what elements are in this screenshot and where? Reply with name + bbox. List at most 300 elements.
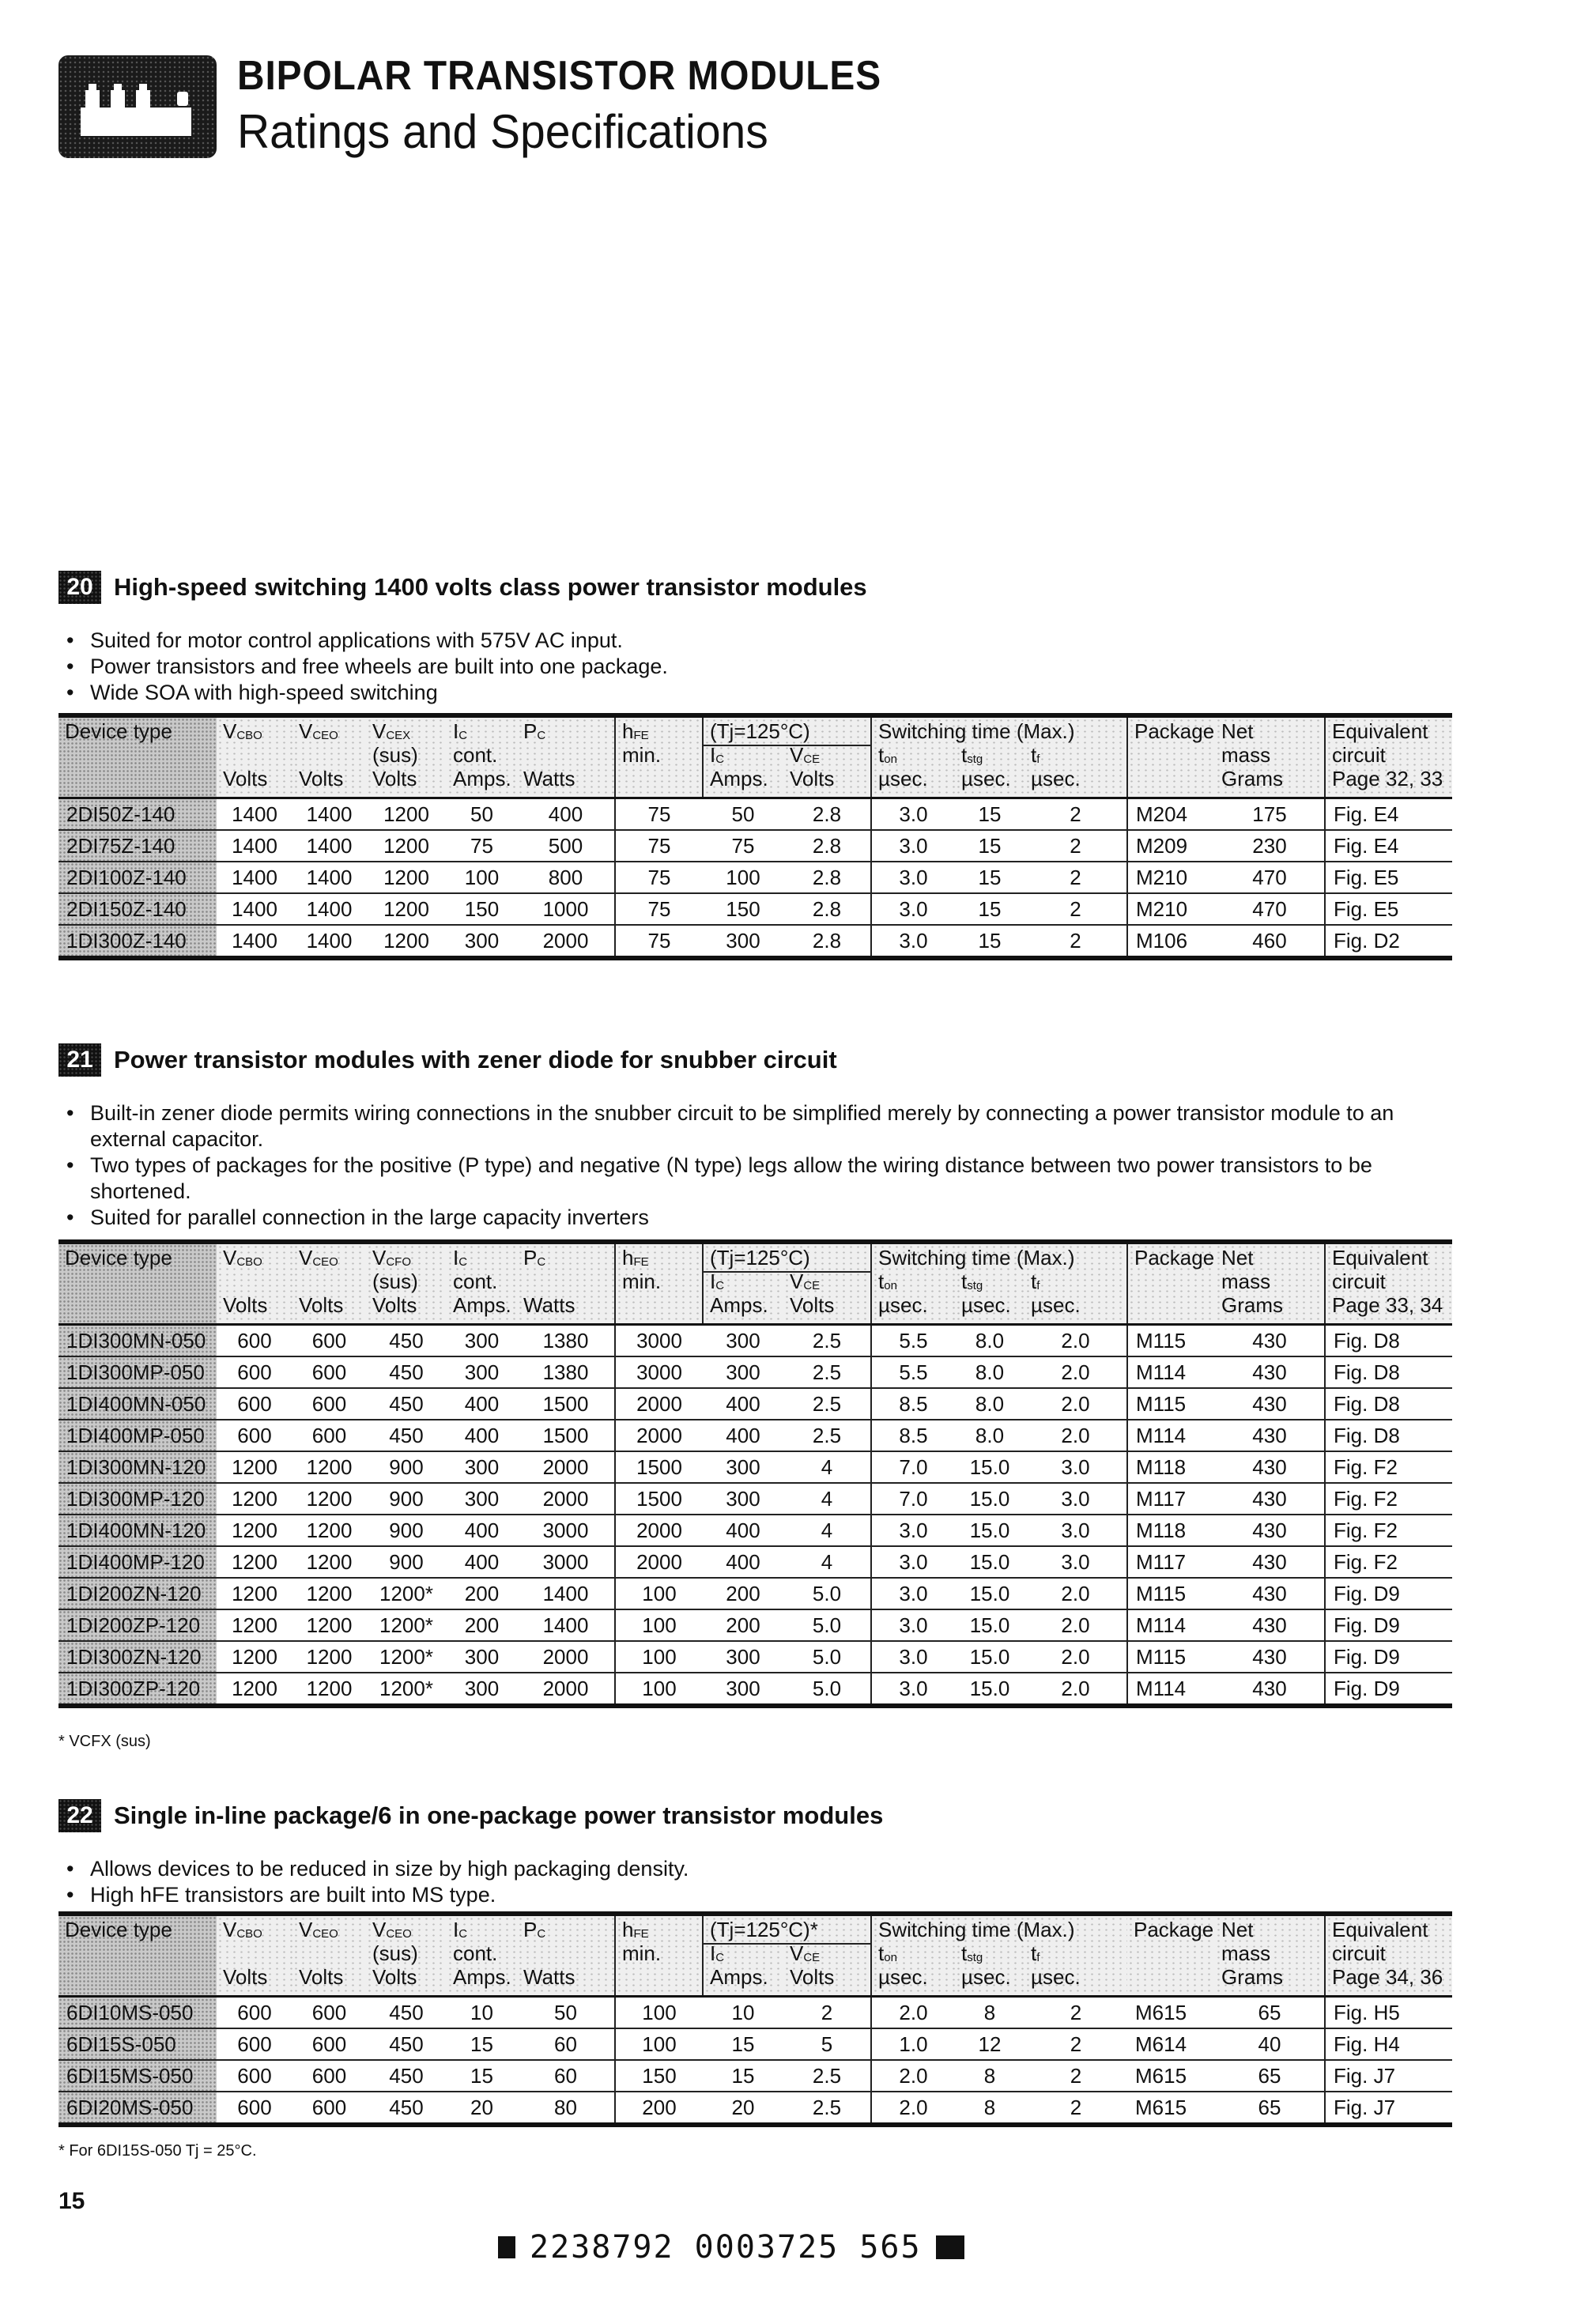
code-text: 2238792 0003725 565 [530, 2229, 922, 2266]
header-line-3-text: Volts [223, 1965, 268, 1989]
header-line-1-text: P [523, 1918, 538, 1941]
header-line-2 [372, 743, 447, 767]
header-line-2-text [223, 1270, 228, 1293]
column-header [615, 1242, 703, 1325]
page-subtitle: Ratings and Specifications [237, 105, 768, 158]
header-line-2-text: mass [1221, 743, 1271, 767]
header-line-3 [1221, 767, 1324, 790]
header-line-3-text: Page 32, 33 [1332, 767, 1443, 790]
column-header [1325, 1914, 1452, 1997]
value-cell: 1200 [217, 1578, 292, 1609]
value-cell: 65 [1215, 1997, 1325, 2029]
value-cell: 100 [703, 862, 783, 893]
header-line-3-text: Page 34, 36 [1332, 1965, 1443, 1989]
value-cell: 15 [703, 2060, 783, 2092]
header-line-2-text: (sus) [372, 1941, 418, 1965]
header-line-2 [1332, 743, 1452, 767]
value-cell: 2.8 [783, 925, 871, 958]
header-line-2 [453, 743, 517, 767]
value-cell: Fig. E4 [1325, 798, 1452, 831]
value-cell: M615 [1127, 2060, 1215, 2092]
header-line-1-text: P [523, 1246, 538, 1270]
header-line-3 [299, 1293, 366, 1317]
value-cell: 2000 [517, 1451, 615, 1483]
value-cell: 3.0 [1024, 1483, 1127, 1515]
column-header [217, 715, 292, 798]
header-line-1-text: Package [1134, 1246, 1215, 1270]
header-line-3 [710, 1965, 783, 1989]
value-cell: 900 [366, 1451, 447, 1483]
value-cell: M115 [1127, 1641, 1215, 1673]
header-line-3-text: Amps. [453, 1965, 511, 1989]
header-line-1-subscript: C [537, 729, 546, 742]
header-line-1-text: P [523, 719, 538, 743]
value-cell: 1200 [217, 1451, 292, 1483]
device-type-cell: 1DI300ZN-120 [58, 1641, 217, 1673]
header-line-2-text: V [790, 1941, 804, 1965]
header-line-3 [223, 1293, 292, 1317]
value-cell: 3000 [517, 1546, 615, 1578]
value-cell: 75 [615, 830, 703, 862]
value-cell: 60 [517, 2060, 615, 2092]
header-line-3 [790, 1293, 870, 1317]
value-cell: Fig. E5 [1325, 862, 1452, 893]
header-line-3 [372, 1965, 447, 1989]
value-cell: 300 [703, 1451, 783, 1483]
header-line-3-text: Amps. [710, 767, 768, 790]
value-cell: 400 [703, 1388, 783, 1420]
value-cell: 2000 [615, 1546, 703, 1578]
value-cell: 300 [703, 1483, 783, 1515]
value-cell: 200 [703, 1609, 783, 1641]
header-line-2 [1031, 1270, 1126, 1293]
header-line-1 [299, 1246, 366, 1270]
value-cell: 100 [615, 1578, 703, 1609]
header-line-2-text: mass [1221, 1941, 1271, 1965]
column-header [58, 715, 217, 798]
value-cell: M210 [1127, 893, 1215, 925]
value-cell: 400 [703, 1515, 783, 1546]
value-cell: 2.0 [899, 2095, 928, 2119]
header-line-2 [523, 743, 614, 767]
value-cell: 400 [703, 1420, 783, 1451]
value-cell: 430 [1215, 1641, 1325, 1673]
header-line-1 [622, 1918, 702, 1941]
device-type-cell: 2DI150Z-140 [58, 893, 217, 925]
column-header [1325, 1242, 1452, 1325]
footnote: * For 6DI15S-050 Tj = 25°C. [58, 2142, 257, 2160]
header-line-3 [878, 1965, 955, 1989]
value-cell: 1200 [292, 1609, 366, 1641]
value-cell: Fig. D9 [1325, 1578, 1452, 1609]
value-cell: 7.0 [871, 1483, 955, 1515]
bullet: • Two types of packages for the positive (P type) and negative (N type) legs allow the wiring distance between two power transistors to be shortened. [66, 1153, 1458, 1205]
value-cell: 300 [726, 1676, 760, 1700]
value-cell: Fig. F2 [1325, 1483, 1452, 1515]
value-cell: 15 [447, 2060, 517, 2092]
value-cell: 1200 [292, 1483, 366, 1515]
section-21-bullets [66, 1100, 1458, 1231]
section-22-heading [58, 1799, 883, 1832]
header-row [58, 715, 1452, 798]
value-cell: 1200 [292, 1451, 366, 1483]
value-cell: 3.0 [1024, 1515, 1127, 1546]
header-line-3 [523, 767, 614, 790]
header-line-1 [1134, 719, 1215, 743]
column-header [1215, 715, 1325, 798]
header-line-1-subscript: CFO [386, 1255, 412, 1269]
value-cell: 430 [1215, 1609, 1325, 1641]
device-type-cell: 1DI300MP-050 [58, 1356, 217, 1388]
header-line-2 [299, 1941, 366, 1965]
header-line-1 [299, 1918, 366, 1941]
header-line-3 [1332, 767, 1452, 790]
value-cell: M614 [1127, 2028, 1215, 2060]
value-cell: 15 [955, 893, 1024, 925]
header-line-3-text: Volts [372, 767, 417, 790]
value-cell: 2.5 [783, 1325, 871, 1357]
header-line-3-text: Volts [223, 767, 268, 790]
header-line-2-subscript: CE [803, 753, 821, 766]
header-line-2-text: cont. [453, 1270, 498, 1293]
header-line-1 [622, 1246, 702, 1270]
device-type-cell: 1DI300MN-050 [58, 1325, 217, 1357]
value-cell: 15 [955, 798, 1024, 831]
value-cell: 900 [366, 1546, 447, 1578]
header-line-1-text: V [372, 1918, 387, 1941]
value-cell: 2.5 [783, 2092, 871, 2125]
header-line-3-text [65, 1965, 70, 1989]
header-line-3-text: µsec. [1031, 1293, 1081, 1317]
header-line-3 [1134, 1293, 1215, 1317]
header-line-3 [223, 767, 292, 790]
value-cell: M204 [1127, 798, 1215, 831]
header-line-2 [1332, 1941, 1452, 1965]
value-cell: 1200 [366, 862, 447, 893]
switching-group-label [878, 1918, 1075, 1941]
device-type-cell: 1DI300Z-140 [58, 925, 217, 958]
device-type-cell: 6DI10MS-050 [58, 1997, 217, 2029]
header-line-2 [878, 1270, 955, 1293]
header-line-2 [1031, 1941, 1127, 1965]
header-line-2-text: t [961, 743, 968, 767]
header-line-2 [1134, 1941, 1215, 1965]
header-line-2-subscript: stg [967, 1951, 983, 1964]
header-line-3-text: Volts [223, 1293, 268, 1317]
header-line-3-text: µsec. [1031, 767, 1081, 790]
header-line-2-subscript: f [1036, 1951, 1040, 1964]
value-cell: 450 [366, 2060, 447, 2092]
value-cell: 600 [217, 2060, 292, 2092]
value-cell: 400 [447, 1546, 517, 1578]
device-type-cell: 1DI400MN-120 [58, 1515, 217, 1546]
value-cell: 2 [1024, 798, 1127, 831]
header-line-1 [453, 719, 517, 743]
header-line-3 [878, 1293, 955, 1317]
value-cell: M615 [1135, 2095, 1187, 2119]
value-cell: 1380 [517, 1356, 615, 1388]
footnote: * VCFX (sus) [58, 1733, 151, 1750]
value-cell: 2000 [517, 1641, 615, 1673]
header-line-1-text: Package [1134, 719, 1215, 743]
header-line-1-text: Equivalent [1332, 1918, 1428, 1941]
header-line-3 [790, 1965, 870, 1989]
device-type-cell: 2DI100Z-140 [58, 862, 217, 893]
value-cell: M114 [1127, 1356, 1215, 1388]
header-line-3-text: µsec. [878, 1293, 928, 1317]
value-cell: 2.0 [1024, 1578, 1127, 1609]
value-cell: 200 [447, 1609, 517, 1641]
column-header [1215, 1242, 1325, 1325]
value-cell: 450 [366, 1997, 447, 2029]
header-line-3-text: µsec. [878, 1965, 928, 1989]
value-cell: 3.0 [1024, 1546, 1127, 1578]
value-cell: M114 [1136, 1676, 1187, 1700]
header-line-1-text: V [223, 1918, 237, 1941]
table-header [58, 1242, 1452, 1325]
header-line-3-text [622, 1965, 628, 1989]
header-line-2 [878, 743, 955, 767]
value-cell: Fig. D8 [1325, 1356, 1452, 1388]
header-line-2-text: min. [622, 1941, 662, 1965]
value-cell: 230 [1215, 830, 1325, 862]
device-type-cell: 2DI50Z-140 [58, 798, 217, 831]
header-line-3-text: Volts [372, 1293, 417, 1317]
column-header [217, 1242, 292, 1325]
value-cell: Fig. F2 [1325, 1451, 1452, 1483]
header-line-2-subscript: C [715, 1951, 725, 1964]
header-line-2 [523, 1941, 614, 1965]
header-line-2-subscript: CE [803, 1951, 821, 1964]
header-line-2-text: circuit [1332, 1941, 1386, 1965]
header-line-1 [1134, 1246, 1215, 1270]
switching-group-label [878, 1246, 1075, 1270]
value-cell: 430 [1215, 1451, 1325, 1483]
column-header [292, 715, 366, 798]
header-line-1-text: V [299, 1246, 313, 1270]
value-cell: 3000 [615, 1356, 703, 1388]
value-cell: 1500 [517, 1388, 615, 1420]
table-row [58, 1325, 1452, 1357]
header-line-2 [710, 743, 783, 767]
value-cell: 75 [615, 798, 703, 831]
value-cell: 1400 [306, 928, 353, 953]
header-line-3-text: Amps. [710, 1293, 768, 1317]
value-cell: 600 [292, 2060, 366, 2092]
value-cell: 600 [217, 1388, 292, 1420]
header-line-3-text: Volts [790, 1965, 835, 1989]
value-cell: 1200* [366, 1609, 447, 1641]
value-cell: 65 [1215, 2060, 1325, 2092]
value-cell: 20 [470, 2095, 493, 2119]
value-cell: Fig. D8 [1325, 1388, 1452, 1420]
header-line-3 [790, 767, 870, 790]
header-line-2-text [523, 743, 529, 767]
value-cell: 8.0 [955, 1325, 1024, 1357]
value-cell: 3.0 [871, 830, 955, 862]
value-cell: 3.0 [871, 1609, 955, 1641]
header-line-2 [622, 1270, 702, 1293]
value-cell: 1400 [292, 798, 366, 831]
header-line-1-text: V [372, 1246, 387, 1270]
value-cell: M115 [1127, 1325, 1215, 1357]
value-cell: 2 [1024, 1997, 1127, 2029]
value-cell: 1200 [292, 1515, 366, 1546]
value-cell: M210 [1127, 862, 1215, 893]
value-cell: 15.0 [955, 1578, 1024, 1609]
section-20-bullets [66, 628, 1458, 706]
value-cell: 300 [464, 928, 500, 953]
value-cell: 2.0 [1024, 1673, 1127, 1706]
header-line-3-text: Watts [523, 1965, 575, 1989]
value-cell: 2 [783, 1997, 871, 2029]
header-line-1 [223, 1246, 292, 1270]
header-line-3-text: Amps. [453, 1293, 511, 1317]
value-cell: 3000 [517, 1515, 615, 1546]
tj-group-label [710, 719, 810, 743]
value-cell: 2 [1024, 2060, 1127, 2092]
value-cell: 300 [447, 1325, 517, 1357]
header-line-3 [65, 1293, 217, 1317]
value-cell: 400 [517, 798, 615, 831]
header-line-2-text: circuit [1332, 743, 1386, 767]
header-line-1-text: h [622, 1246, 634, 1270]
value-cell: 2 [1024, 830, 1127, 862]
table-row [58, 2028, 1452, 2060]
value-cell: 2.0 [1024, 1609, 1127, 1641]
value-cell: 8 [983, 2095, 996, 2119]
value-cell: 1380 [517, 1325, 615, 1357]
value-cell: 20 [731, 2095, 755, 2119]
header-line-2-text: V [790, 1270, 804, 1293]
section-20-heading [58, 571, 867, 604]
header-line-2-text: circuit [1332, 1270, 1386, 1293]
column-header [703, 1242, 810, 1325]
table-header [58, 1914, 1452, 1997]
value-cell: 2000 [615, 1515, 703, 1546]
value-cell: 15.0 [955, 1609, 1024, 1641]
value-cell: 1500 [615, 1451, 703, 1483]
table-row [58, 893, 1452, 925]
header-line-2-text [65, 1941, 70, 1965]
value-cell: 5.5 [871, 1356, 955, 1388]
header-line-2-subscript: stg [967, 1279, 983, 1292]
value-cell: Fig. E4 [1325, 830, 1452, 862]
value-cell: 1200* [379, 1676, 433, 1700]
value-cell: 450 [366, 1356, 447, 1388]
column-header [703, 715, 810, 798]
column-header [1215, 1914, 1325, 1997]
header-line-1-text: Package [1134, 1918, 1214, 1941]
section-number: 22 [58, 1799, 101, 1832]
header-line-1-text: h [622, 719, 634, 743]
value-cell: 5.0 [783, 1641, 871, 1673]
value-cell: 2000 [517, 925, 615, 958]
header-line-1 [372, 1246, 447, 1270]
value-cell: 1200 [217, 1515, 292, 1546]
column-header [292, 1914, 366, 1997]
header-line-2 [790, 1270, 870, 1293]
value-cell: 400 [447, 1420, 517, 1451]
header-line-2-text: cont. [453, 1941, 498, 1965]
value-cell: 430 [1215, 1356, 1325, 1388]
value-cell: 8.0 [955, 1356, 1024, 1388]
header-line-2-subscript: stg [967, 753, 983, 766]
header-line-3 [1332, 1965, 1452, 1989]
header-line-2-text: (sus) [372, 1270, 418, 1293]
value-cell: 470 [1215, 893, 1325, 925]
value-cell: Fig. J7 [1334, 2095, 1396, 2119]
value-cell: 4 [783, 1451, 871, 1483]
header-line-1 [223, 719, 292, 743]
header-line-2-text [65, 743, 70, 767]
header-line-2-subscript: on [884, 753, 897, 766]
header-line-2-text: t [878, 1941, 885, 1965]
header-line-3-text: Watts [523, 1293, 575, 1317]
value-cell: 1400 [217, 862, 292, 893]
value-cell: 1400 [517, 1609, 615, 1641]
header-line-1 [223, 1918, 292, 1941]
header-line-2 [1134, 743, 1215, 767]
value-cell: 1200 [366, 893, 447, 925]
value-cell: 2.0 [1024, 1325, 1127, 1357]
header-line-2 [523, 1270, 614, 1293]
value-cell: Fig. E5 [1325, 893, 1452, 925]
header-line-3-text [65, 767, 70, 790]
header-line-1-subscript: C [458, 729, 468, 742]
header-line-2 [1221, 1270, 1324, 1293]
header-line-3 [1221, 1965, 1324, 1989]
value-cell: 15 [447, 2028, 517, 2060]
device-type-cell: 2DI75Z-140 [58, 830, 217, 862]
header-line-2-text [299, 1941, 304, 1965]
value-cell: M106 [1136, 928, 1188, 953]
header-line-3 [710, 767, 783, 790]
header-line-2-text [523, 1270, 529, 1293]
value-cell: 600 [292, 1997, 366, 2029]
value-cell: 600 [217, 1420, 292, 1451]
column-header [292, 1242, 366, 1325]
value-cell: 1200 [232, 1676, 277, 1700]
value-cell: 600 [217, 1325, 292, 1357]
header-line-3 [299, 1965, 366, 1989]
header-line-1 [523, 719, 614, 743]
bullet: • Suited for motor control applications with 575V AC input. [66, 628, 1458, 654]
header-line-2 [790, 1941, 870, 1965]
header-line-3 [453, 767, 517, 790]
header-line-3 [223, 1965, 292, 1989]
header-line-1-text: Equivalent [1332, 1246, 1428, 1270]
value-cell: 2.5 [783, 1356, 871, 1388]
tj-group-label [710, 1246, 810, 1270]
value-cell: M117 [1127, 1546, 1215, 1578]
header-line-3 [622, 1965, 702, 1989]
header-line-2 [1332, 1270, 1452, 1293]
value-cell: 2000 [615, 1420, 703, 1451]
header-line-1 [1332, 719, 1452, 743]
switching-group-label-text: Switching time (Max.) [878, 1246, 1075, 1270]
header-line-1-text: I [453, 719, 459, 743]
tj-group-label-text: (Tj=125°C) [710, 1246, 810, 1270]
value-cell: 2.5 [783, 2060, 871, 2092]
value-cell: 1200 [217, 1483, 292, 1515]
header-line-2-text [223, 743, 228, 767]
value-cell: 430 [1215, 1420, 1325, 1451]
header-line-2-text [1134, 1270, 1140, 1293]
header-line-2 [1221, 743, 1324, 767]
value-cell: 430 [1215, 1515, 1325, 1546]
header-line-1 [372, 1918, 447, 1941]
